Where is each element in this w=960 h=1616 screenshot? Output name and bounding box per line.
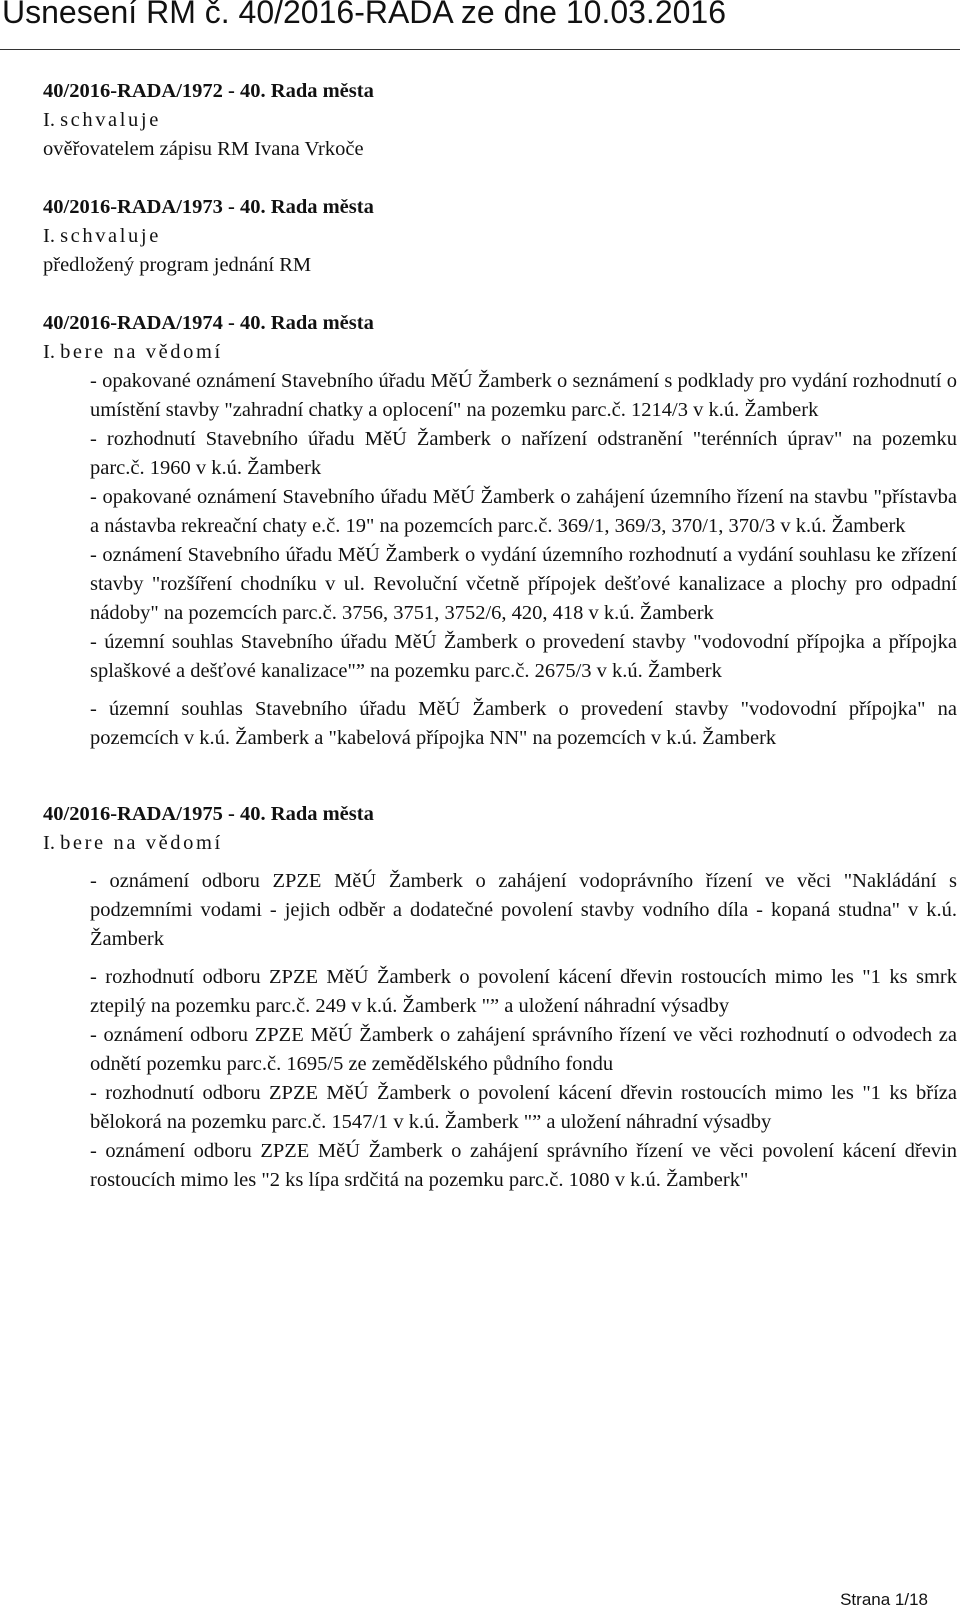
- resolution-1973: [43, 193, 957, 280]
- resolution-1975: [43, 800, 957, 1195]
- resolution-text: ověřovatelem zápisu RM Ivana Vrkoče: [43, 138, 364, 160]
- header-divider: [0, 49, 960, 50]
- resolution-verb-line: [43, 222, 957, 251]
- resolution-1974: [43, 309, 957, 753]
- list-item: - opakované oznámení Stavebního úřadu MěÚ Žamberk o zahájení územního řízení na stavbu "přístavba a nástavba rekreační chaty e.č. 19" na pozemcích parc.č. 369/1, 369/3, 370/1, 370/3 v k.ú. Žamberk: [90, 486, 957, 537]
- resolution-verb-line: [43, 106, 957, 135]
- list-item: - oznámení odboru ZPZE MěÚ Žamberk o zahájení vodoprávního řízení ve věci "Nakládání s podzemními vodami - jejich odběr a dodatečné povolení stavby vodního díla - kopaná studna" v k.ú. Žamberk: [90, 870, 957, 950]
- page-title: Usnesení RM č. 40/2016-RADA ze dne 10.03.2016: [2, 0, 726, 30]
- list-item: - opakované oznámení Stavebního úřadu MěÚ Žamberk o seznámení s podklady pro vydání rozhodnutí o umístění stavby "zahradní chatky a oplocení" na pozemku parc.č. 1214/3 v k.ú. Žamberk: [90, 370, 957, 421]
- list-item: - rozhodnutí Stavebního úřadu MěÚ Žamberk o nařízení odstranění "terénních úprav" na pozemku parc.č. 1960 v k.ú. Žamberk: [90, 428, 957, 479]
- resolution-verb-line: [43, 338, 957, 367]
- list-item: - oznámení odboru ZPZE MěÚ Žamberk o zahájení správního řízení ve věci rozhodnutí o odvodech za odnětí pozemku parc.č. 1695/5 ze zemědělského půdního fondu: [90, 1024, 957, 1075]
- resolution-heading: 40/2016-RADA/1973 - 40. Rada města: [43, 196, 374, 218]
- resolution-verb: schvaluje: [60, 225, 161, 247]
- list-item: - územní souhlas Stavebního úřadu MěÚ Žamberk o provedení stavby "vodovodní přípojka a přípojka splaškové a dešťové kanalizace"” na pozemku parc.č. 2675/3 v k.ú. Žamberk: [90, 631, 957, 682]
- roman-numeral: I.: [43, 109, 55, 131]
- list-item: - územní souhlas Stavebního úřadu MěÚ Žamberk o provedení stavby "vodovodní přípojka" na pozemcích v k.ú. Žamberk a "kabelová přípojka NN" na pozemcích v k.ú. Žamberk: [90, 698, 957, 749]
- resolution-heading: 40/2016-RADA/1972 - 40. Rada města: [43, 80, 374, 102]
- list-item: - oznámení odboru ZPZE MěÚ Žamberk o zahájení správního řízení ve věci povolení kácení dřevin rostoucích mimo les "2 ks lípa srdčitá na pozemku parc.č. 1080 v k.ú. Žamberk": [90, 1140, 957, 1191]
- list-item: - rozhodnutí odboru ZPZE MěÚ Žamberk o povolení kácení dřevin rostoucích mimo les "1 ks smrk ztepilý na pozemku parc.č. 249 v k.ú. Žamberk "” a uložení náhradní výsadby: [90, 966, 957, 1017]
- resolution-text: předložený program jednání RM: [43, 254, 312, 276]
- resolution-items: [90, 367, 957, 753]
- resolution-1972: [43, 77, 957, 164]
- resolution-verb: bere na vědomí: [60, 832, 223, 854]
- resolution-items: [90, 867, 957, 1195]
- page-number: Strana 1/18: [840, 1590, 928, 1609]
- resolution-verb: schvaluje: [60, 109, 161, 131]
- resolution-heading: 40/2016-RADA/1975 - 40. Rada města: [43, 803, 374, 825]
- resolution-verb: bere na vědomí: [60, 341, 223, 363]
- list-item: - rozhodnutí odboru ZPZE MěÚ Žamberk o povolení kácení dřevin rostoucích mimo les "1 ks bříza bělokorá na pozemku parc.č. 1547/1 v k.ú. Žamberk "” a uložení náhradní výsadby: [90, 1082, 957, 1133]
- resolution-heading: 40/2016-RADA/1974 - 40. Rada města: [43, 312, 374, 334]
- list-item: - oznámení Stavebního úřadu MěÚ Žamberk o vydání územního rozhodnutí a vydání souhlasu ke zřízení stavby "rozšíření chodníku v ul. Revoluční včetně přípojek dešťové kanalizace a plochy pro odpadní nádoby" na pozemcích parc.č. 3756, 3751, 3752/6, 420, 418 v k.ú. Žamberk: [90, 544, 957, 624]
- roman-numeral: I.: [43, 225, 55, 247]
- resolution-verb-line: [43, 829, 957, 858]
- roman-numeral: I.: [43, 341, 55, 363]
- roman-numeral: I.: [43, 832, 55, 854]
- resolutions-list: [43, 77, 957, 1224]
